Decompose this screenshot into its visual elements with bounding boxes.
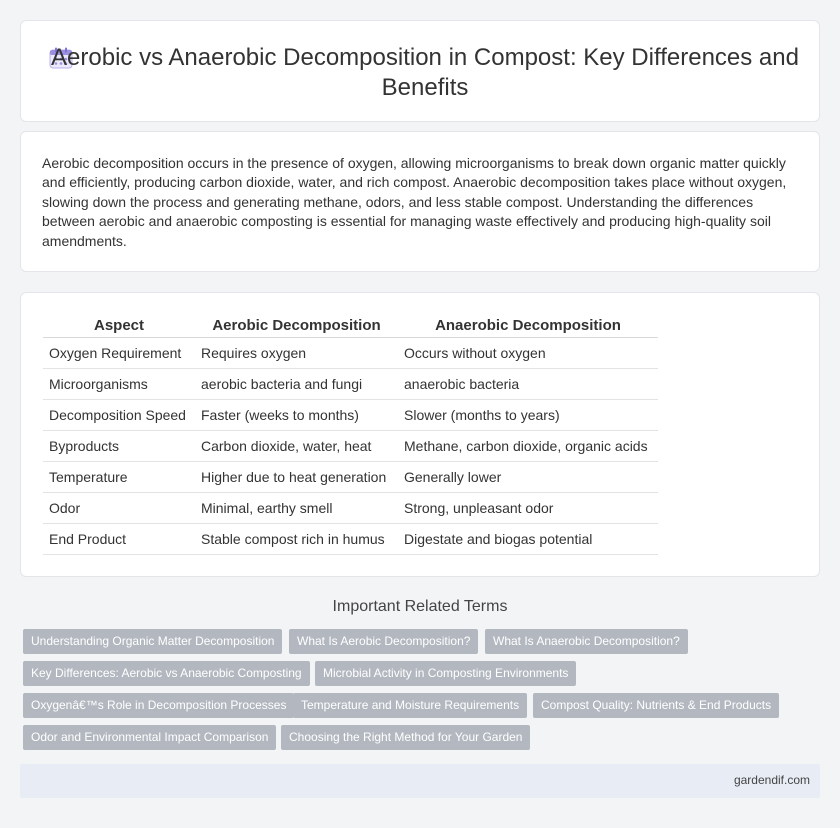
table-cell: Strong, unpleasant odor [398, 492, 658, 523]
table-header-row [43, 315, 658, 337]
related-term-tag[interactable]: Temperature and Moisture Requirements [293, 693, 527, 718]
related-terms-heading: Important Related Terms [332, 598, 508, 615]
table-cell: Stable compost rich in humus [195, 523, 398, 554]
related-term-tag[interactable]: Compost Quality: Nutrients & End Products [533, 693, 779, 718]
table-cell: Temperature [43, 461, 195, 492]
related-term-tag[interactable]: Odor and Environmental Impact Comparison [23, 725, 276, 750]
table-row [43, 461, 658, 492]
table-cell: Microorganisms [43, 368, 195, 399]
table-cell: Minimal, earthy smell [195, 492, 398, 523]
page-title: Aerobic vs Anaerobic Decomposition in Compost: Key Differences and Benefits [51, 44, 799, 101]
table-cell: anaerobic bacteria [398, 368, 658, 399]
table-cell: Byproducts [43, 430, 195, 461]
table-row [43, 399, 658, 430]
column-header-aspect: Aspect [43, 315, 195, 337]
table-cell: Decomposition Speed [43, 399, 195, 430]
footer-bar [20, 764, 820, 798]
intro-card [20, 131, 820, 272]
table-cell: Digestate and biogas potential [398, 523, 658, 554]
title-card [20, 20, 820, 122]
table-cell: Faster (weeks to months) [195, 399, 398, 430]
related-term-tag[interactable]: What Is Anaerobic Decomposition? [485, 629, 688, 654]
table-row [43, 523, 658, 554]
table-cell: Slower (months to years) [398, 399, 658, 430]
related-term-tag[interactable]: Understanding Organic Matter Decomposition [23, 629, 282, 654]
table-cell: Carbon dioxide, water, heat [195, 430, 398, 461]
table-row [43, 430, 658, 461]
table-cell: Requires oxygen [195, 337, 398, 368]
table-cell: End Product [43, 523, 195, 554]
comparison-table [43, 315, 658, 555]
related-term-tag[interactable]: Microbial Activity in Composting Environments [315, 661, 576, 686]
table-cell: Higher due to heat generation [195, 461, 398, 492]
table-cell: Methane, carbon dioxide, organic acids [398, 430, 658, 461]
related-term-tag[interactable]: Oxygenâ€™s Role in Decomposition Processes [23, 693, 294, 718]
column-header-aerobic: Aerobic Decomposition [195, 315, 398, 337]
table-cell: aerobic bacteria and fungi [195, 368, 398, 399]
table-row [43, 337, 658, 368]
footer-site-name: gardendif.com [733, 773, 810, 787]
column-header-anaerobic: Anaerobic Decomposition [398, 315, 658, 337]
related-term-tag[interactable]: Choosing the Right Method for Your Garden [281, 725, 530, 750]
table-cell: Occurs without oxygen [398, 337, 658, 368]
table-row [43, 368, 658, 399]
comparison-card [20, 292, 820, 577]
table-cell: Odor [43, 492, 195, 523]
related-term-tag[interactable]: What Is Aerobic Decomposition? [289, 629, 478, 654]
related-term-tag[interactable]: Key Differences: Aerobic vs Anaerobic Composting [23, 661, 310, 686]
table-cell: Oxygen Requirement [43, 337, 195, 368]
table-row [43, 492, 658, 523]
table-cell: Generally lower [398, 461, 658, 492]
intro-paragraph: Aerobic decomposition occurs in the presence of oxygen, allowing microorganisms to break down organic matter quickly and efficiently, producing carbon dioxide, water, and rich compost. Anaerobic decomposition takes place without oxygen, slowing down the process and generating methane, odors, and less stable compost. Understanding the differences between aerobic and anaerobic composting is essential for managing waste effectively and producing high-quality soil amendments. [42, 155, 787, 249]
